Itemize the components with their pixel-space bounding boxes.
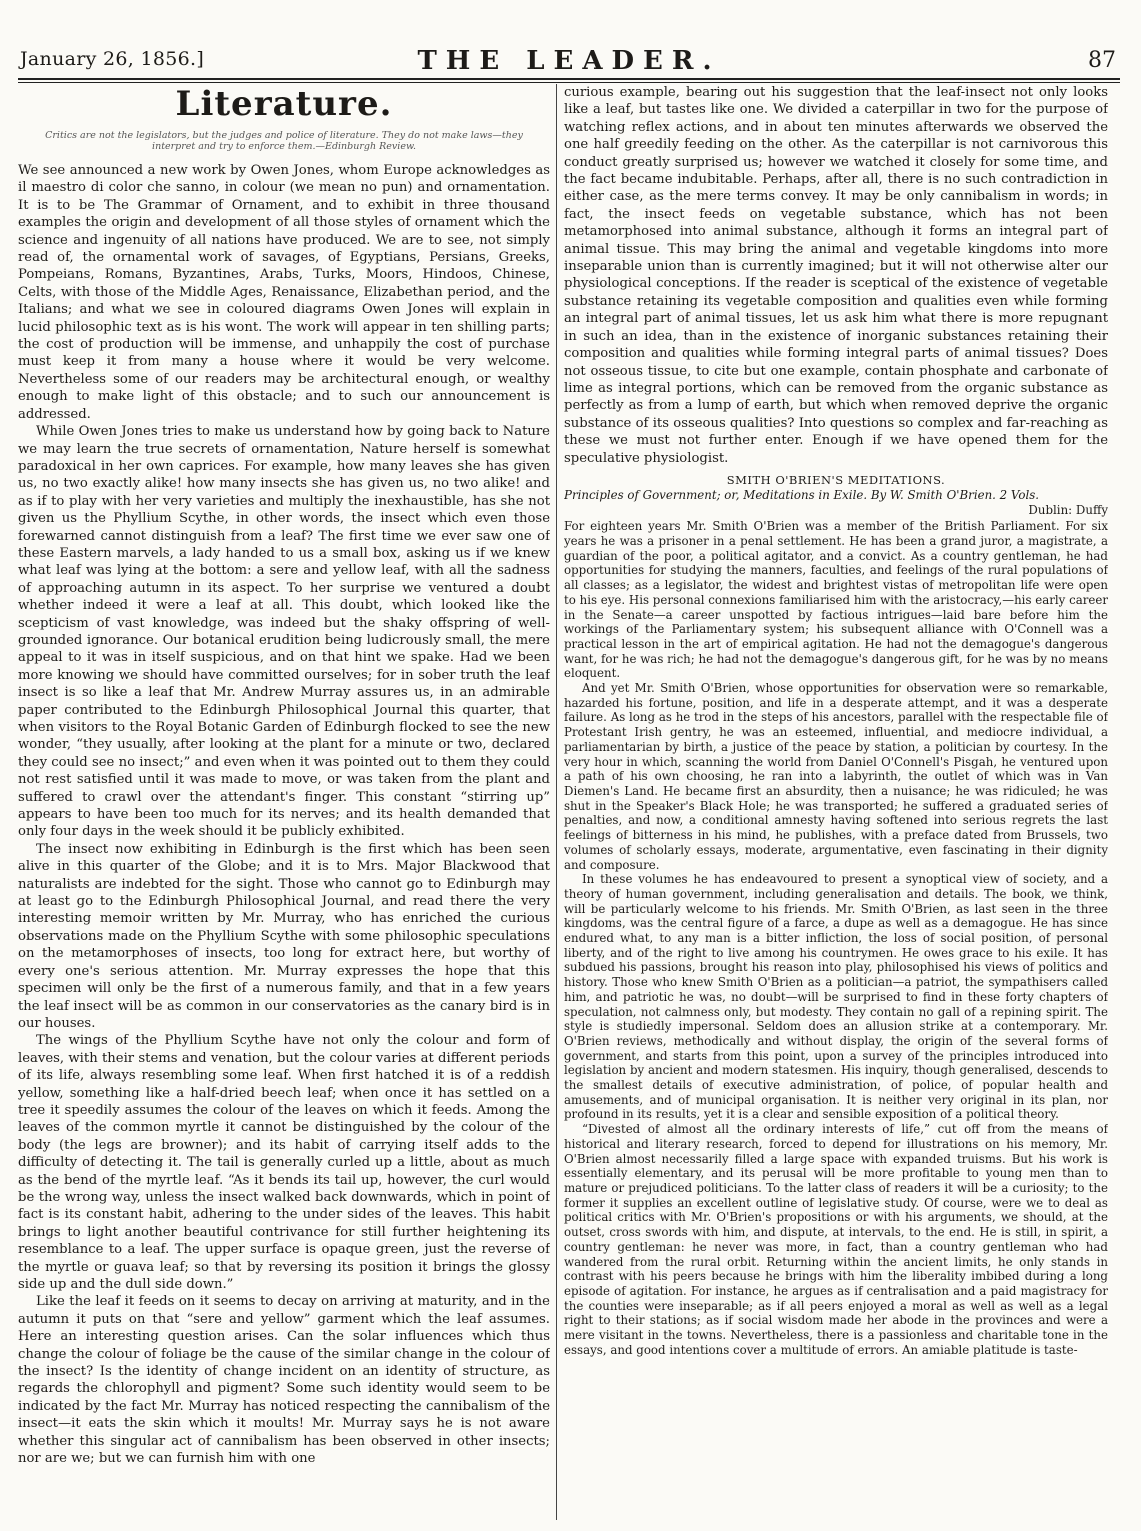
- header-rule-thin: [18, 82, 1120, 83]
- article-continuation: curious example, bearing out his suggestion that the leaf-insect not only looks like a leaf, but tastes like one. We divided a caterpillar in two for the purpose of watching reflex actions, and in about ten minutes afterwards we observed the one half greedily feeding on the other. As the caterpillar is not carnivorous this conduct greatly surprised us; however we watched it closely for some time, and the fact became indubitable. Perhaps, after all, there is no such contradiction in either case, as the mere terms convey. It may be only cannibalism in words; in fact, the insect feeds on vegetable substance, which has not been metamorphosed into animal substance, although it forms an integral part of animal tissue. This may bring the animal and vegetable kingdoms into more inseparable union than is currently imagined; but it will not otherwise alter our physiological conceptions. If the reader is sceptical of the existence of vegetable substance retaining its vegetable composition and qualities even while forming an integral part of animal tissues, let us ask him what there is more repugnant in such an idea, than in the existence of inorganic substances retaining their composition and qualities while forming integral parts of animal tissues? Does not osseous tissue, to cite but one example, contain phosphate and carbonate of lime as integral portions, which can be removed from the organic substance as perfectly as from a lump of earth, but which when removed deprive the organic substance of its osseous qualities? Into questions so complex and far-reaching as these we must not further enter. Enough if we have opened them for the speculative physiologist.: [564, 85, 1108, 466]
- review-heading: SMITH O'BRIEN'S MEDITATIONS.: [726, 472, 946, 487]
- review-paragraph: And yet Mr. Smith O'Brien, whose opportunities for observation were so remarkable, hazarded his fortune, position, and life in a desperate attempt, and it was a desperate failure. As long as he trod in the steps of his ancestors, parallel with the respectable file of Protestant Irish gentry, he was an esteemed, influential, and mediocre individual, a parliamentarian by birth, a justice of the peace by station, a politician by courtesy. In the very hour in which, scanning the world from Daniel O'Connell's Pisgah, he ventured upon a path of his own choosing, he ran into a labyrinth, the outlet of which was in Van Diemen's Land. He became first an absurdity, then a nuisance; he was ridiculed; he was shut in the Speaker's Black Hole; he was transported; he suffered a graduated series of penalties, and now, a conditional amnesty having softened into serious regrets the last feelings of bitterness in his mind, he publishes, with a preface dated from Brussels, two volumes of scholarly essays, moderate, argumentative, even fascinating in their dignity and composure.: [564, 681, 1108, 872]
- right-column: [564, 84, 1108, 1524]
- section-motto: Critics are not the legislators, but the judges and police of literature. They do not make laws—they interpret and try to enforce them.—Edinburgh Review.: [45, 130, 523, 152]
- article-paragraph: Like the leaf it feeds on it seems to decay on arriving at maturity, and in the autumn it puts on that “sere and yellow” garment which the leaf assumes. Here an interesting question arises. Can the solar influences which thus change the colour of foliage be the cause of the similar change in the colour of the insect? Is the identity of change incident on an identity of structure, as regards the chlorophyll and pigment? Some such identity would seem to be indicated by the fact Mr. Murray has noticed respecting the cannibalism of the insect—it eats the skin which it moults! Mr. Murray says he is not aware whether this singular act of cannibalism has been observed in other insects; nor are we; but we can furnish him with one: [18, 1294, 550, 1467]
- article-paragraph: The wings of the Phyllium Scythe have not only the colour and form of leaves, with their stems and venation, but the colour varies at different periods of its life, always resembling some leaf. When first hatched it is of a reddish yellow, something like a half-dried beech leaf; when once it has settled on a tree it speedily assumes the colour of the leaves on which it feeds. Among the leaves of the common myrtle it cannot be distinguished by the colour of the body (the legs are browner); and its habit of carrying itself adds to the difficulty of detecting it. The tail is generally curled up a little, about as much as the bend of the myrtle leaf. “As it bends its tail up, however, the curl would be the wrong way, unless the insect walked back downwards, which in point of fact is its constant habit, adhering to the under sides of the leaves. This habit brings to light another beautiful contrivance for still further heightening its resemblance to a leaf. The upper surface is opaque green, just the reverse of the myrtle or guava leaf; so that by reversing its position it brings the glossy side up and the dull side down.”: [18, 1033, 550, 1292]
- article-paragraph: The insect now exhibiting in Edinburgh is the first which has been seen alive in this quarter of the Globe; and it is to Mrs. Major Blackwood that naturalists are indebted for the sight. Those who cannot go to Edinburgh may at least go to the Edinburgh Philosophical Journal, and read there the very interesting memoir written by Mr. Murray, who has enriched the curious observations made on the Phyllium Scythe with some philosophic speculations on the metamorphoses of insects, too long for extract here, but worthy of every one's serious attention. Mr. Murray expresses the hope that this specimen will only be the first of a numerous family, and that in a few years the leaf insect will be as common in our conservatories as the canary bird is in our houses.: [18, 841, 550, 1031]
- column-divider: [556, 84, 557, 1520]
- review-paragraph: In these volumes he has endeavoured to present a synoptical view of society, and a theory of human government, including generalisation and details. The book, we think, will be particularly welcome to his friends. Mr. Smith O'Brien, as last seen in the three kingdoms, was the central figure of a farce, a dupe as well as a demagogue. He has since endured what, to any man is a bitter infliction, the loss of social position, of personal liberty, and of the right to live among his countrymen. He owes grace to his exile. It has subdued his passions, brought his reason into play, philosophised his views of politics and history. Those who knew Smith O'Brien as a politician—a patriot, the sympathisers called him, and patriotic he was, no doubt—will be surprised to find in these forty chapters of speculation, not calmness only, but modesty. They contain no gall of a repining spirit. The style is studiedly impersonal. Seldom does an allusion strike at a contemporary. Mr. O'Brien reviews, methodically and without display, the origin of the several forms of government, and starts from this point, upon a survey of the principles introduced into legislation by ancient and modern statesmen. His inquiry, though generalised, descends to the smallest details of executive administration, of police, of popular health and amusements, and of municipal organisation. It is neither very original in its plan, nor profound in its results, yet it is a clear and sensible exposition of a political theory.: [564, 872, 1108, 1122]
- issue-date: January 26, 1856.]: [20, 48, 205, 70]
- review-publisher: Dublin: Duffy: [1028, 502, 1108, 517]
- header-rule: [18, 78, 1120, 80]
- newspaper-title: THE LEADER.: [417, 46, 721, 76]
- page-number: 87: [1088, 48, 1116, 73]
- page-header: [18, 46, 1120, 76]
- left-column: [18, 84, 550, 1524]
- review-subtitle: [564, 488, 1108, 517]
- review-paragraph: “Divested of almost all the ordinary interests of life,” cut off from the means of historical and literary research, forced to depend for illustrations on his memory, Mr. O'Brien almost necessarily filled a large space with expanded truisms. But his work is essentially elementary, and its perusal will be more profitable to young men than to mature or prejudiced politicians. To the latter class of readers it will be a curiosity; to the former it supplies an excellent outline of legislative study. Of course, were we to deal as political critics with Mr. O'Brien's propositions or with his arguments, we should, at the outset, cross swords with him, and dispute, at intervals, to the end. He is still, in spirit, a country gentleman: he never was more, in fact, than a country gentleman who had wandered from the rural orbit. Returning within the ancient limits, he only stands in contrast with his peers because he brings with him the liberality imbibed during a long episode of agitation. For instance, he argues as if centralisation and a paid magistracy for the counties were inseparable; as if all peers enjoyed a moral as well as well as a legal right to their stations; as if social wisdom made her abode in the provinces and were a mere visitant in the towns. Nevertheless, there is a passionless and charitable tone in the essays, and good intentions cover a multitude of errors. An amiable platitude is taste-: [564, 1122, 1108, 1357]
- section-title: Literature.: [175, 84, 393, 124]
- review-book-title: Principles of Government; or, Meditations in Exile. By W. Smith O'Brien. 2 Vols.: [564, 487, 1040, 502]
- article-paragraph: We see announced a new work by Owen Jones, whom Europe acknowledges as il maestro di color che sanno, in colour (we mean no pun) and ornamentation. It is to be The Grammar of Ornament, and to exhibit in three thousand examples the origin and development of all those styles of ornament which the science and ingenuity of all nations have produced. We are to see, not simply read of, the ornamental work of savages, of Egyptians, Persians, Greeks, Pompeians, Romans, Byzantines, Arabs, Turks, Moors, Hindoos, Chinese, Celts, with those of the Middle Ages, Renaissance, Elizabethan period, and the Italians; and what we see in coloured diagrams Owen Jones will explain in lucid philosophic text as is his wont. The work will appear in ten shilling parts; the cost of production will be immense, and unhappily the cost of purchase must keep it from many a house where it would be very welcome. Nevertheless some of our readers may be architectural enough, or wealthy enough to make light of this obstacle; and to such our announcement is addressed.: [18, 163, 550, 422]
- article-paragraph: While Owen Jones tries to make us understand how by going back to Nature we may learn the true secrets of ornamentation, Nature herself is somewhat paradoxical in her own caprices. For example, how many leaves she has given us, no two exactly alike! how many insects she has given us, no two alike! and as if to play with her very varieties and multiply the inexhaustible, has she not given us the Phyllium Scythe, in other words, the insect which even those forewarned cannot distinguish from a leaf? The first time we ever saw one of these Eastern marvels, a lady handed to us a small box, asking us if we knew what leaf was lying at the bottom: a sere and yellow leaf, with all the sadness of approaching autumn in its aspect. To her surprise we ventured a doubt whether indeed it were a leaf at all. This doubt, which looked like the scepticism of vast knowledge, was indeed but the shaky offspring of well-grounded ignorance. Our botanical erudition being ludicrously small, the mere appeal to it was in itself suspicious, and on that hint we spake. Had we been more knowing we should have committed ourselves; for in sober truth the leaf insect is so like a leaf that Mr. Andrew Murray assures us, in an admirable paper contributed to the Edinburgh Philosophical Journal this quarter, that when visitors to the Royal Botanic Garden of Edinburgh flocked to see the new wonder, “they usually, after looking at the plant for a minute or two, declared they could see no insect;” and even when it was pointed out to them they could not rest satisfied until it was made to move, or was taken from the plant and suffered to crawl over the attendant's finger. This constant “stirring up” appears to have been too much for its nerves; and its health demanded that only four days in the week should it be publicly exhibited.: [18, 424, 550, 840]
- review-paragraph: For eighteen years Mr. Smith O'Brien was a member of the British Parliament. For six years he was a prisoner in a penal settlement. He has been a grand juror, a magistrate, a guardian of the poor, a political agitator, and a convict. As a country gentleman, he had opportunities for studying the manners, faculties, and feelings of the rural populations of all classes; as a legislator, the widest and brightest vistas of metropolitan life were open to his eye. His personal connexions familiarised him with the aristocracy,—his early career in the Senate—a career unspotted by factious intrigues—laid bare before him the workings of the Parliamentary system; his subsequent alliance with O'Connell was a practical lesson in the art of empirical agitation. He had not the demagogue's dangerous want, for he was rich; he had not the demagogue's dangerous gift, for he was by no means eloquent.: [564, 519, 1108, 681]
